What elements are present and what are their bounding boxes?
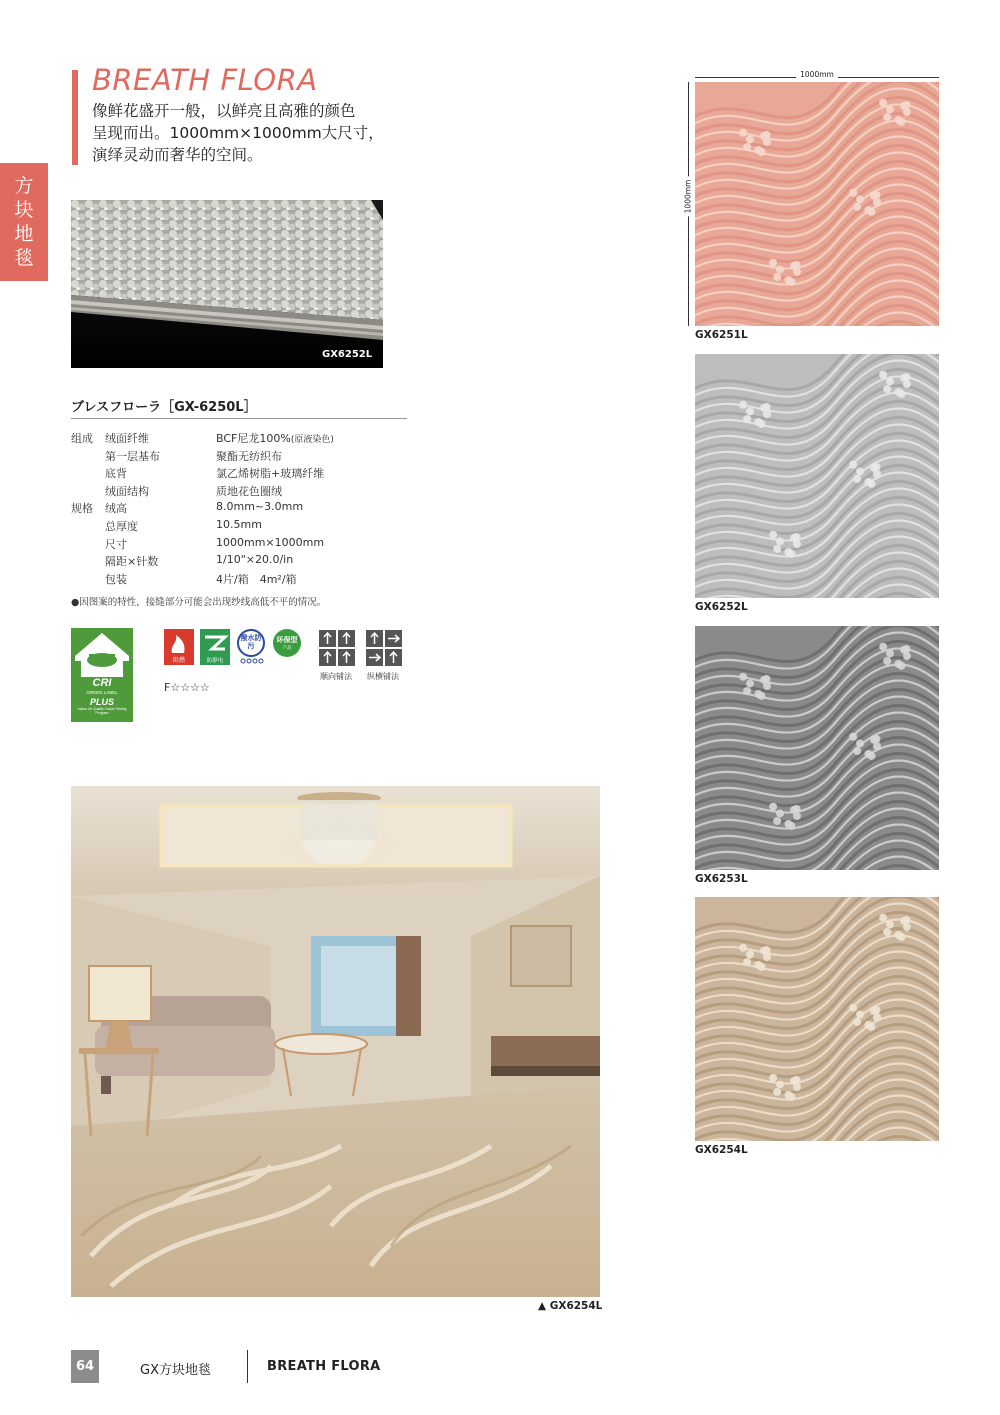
swatch-gx6252l [695, 354, 939, 598]
spec-value [216, 500, 303, 513]
spec-row [71, 483, 411, 501]
parallel-laying-icon [319, 630, 355, 666]
spec-value [216, 430, 334, 446]
spec-value [216, 571, 297, 587]
side-tab-char: 方 [14, 175, 34, 197]
intro-line: 演绎灵动而奢华的空间。 [92, 146, 263, 164]
cri-text: CRI [92, 677, 112, 689]
cri-green-label-logo [71, 628, 133, 722]
cri-green-label-text: GREEN LABEL [86, 690, 118, 695]
spec-note: ●因图案的特性，接缝部分可能会出现纱线高低不平的情况。 [71, 597, 327, 608]
side-tab-char: 毯 [14, 247, 34, 269]
spec-label: 绒高 [105, 502, 127, 516]
intro-line: 呈现而出。1000mm×1000mm大尺寸， [92, 124, 384, 142]
spec-value [216, 483, 282, 499]
spec-title: ブレスフローラ［GX-6250L］ [71, 400, 257, 415]
spec-value [216, 465, 324, 481]
spec-value [216, 553, 293, 566]
cri-sub-text: Indoor Air Quality Carpet Testing Program [77, 707, 127, 715]
spec-label: 底背 [105, 467, 127, 481]
spec-row [71, 571, 411, 589]
carpet-closeup-photo [71, 200, 383, 368]
spec-row [71, 536, 411, 554]
badge-label: 阻燃 [172, 657, 186, 664]
spec-row [71, 518, 411, 536]
spec-label: 尺寸 [105, 537, 127, 551]
spec-value-text: 氯乙烯树脂+玻璃纤维 [216, 467, 325, 481]
badge-sublabel: 产品 [282, 646, 292, 651]
spec-value [216, 536, 324, 549]
width-dimension [695, 70, 939, 82]
spec-value-text: 质地花色圈绒 [216, 484, 282, 498]
parallel-laying-caption: 顺向铺法 [320, 672, 352, 681]
room-photo-caption: ▲ GX6254L [538, 1300, 603, 1312]
badge-label: 撥水防污 [240, 634, 262, 650]
swatch-code: GX6253L [695, 873, 748, 885]
spec-value [216, 448, 282, 464]
checkerboard-laying-caption: 纵横铺法 [367, 672, 399, 681]
water-repellent-icon [236, 628, 266, 664]
swatch-code: GX6252L [695, 601, 748, 613]
width-dimension-label: 1000mm [796, 70, 838, 79]
swatch-gx6251l [695, 82, 939, 326]
tv-cabinet [491, 1036, 600, 1076]
title-accent-bar [72, 70, 78, 165]
checkerboard-laying-icon [366, 630, 402, 666]
spec-value-text: 聚酯无纺织布 [216, 449, 282, 463]
intro-line: 像鲜花盛开一般，以鲜亮且高雅的颜色 [92, 102, 356, 120]
spec-value-text: 4片/箱 4m²/箱 [216, 572, 297, 586]
spec-label: 第一层基布 [105, 449, 160, 463]
footer-series: BREATH FLORA [267, 1359, 381, 1374]
badge-label: 环保型 [276, 636, 298, 644]
antistatic-icon [200, 629, 230, 665]
spec-label: 隔距×针数 [105, 555, 159, 569]
spec-value [216, 518, 262, 531]
spec-label: 绒面结构 [105, 484, 149, 498]
side-tab-char: 块 [14, 199, 34, 221]
intro-paragraph [92, 100, 412, 166]
swatch-code: GX6254L [695, 1144, 748, 1156]
spec-value-text: 1/10"×20.0/in [216, 553, 294, 567]
spec-divider [71, 418, 407, 419]
height-dimension [682, 82, 694, 326]
spec-value-text: 10.5mm [216, 517, 262, 531]
spec-row [71, 448, 411, 466]
flame-retardant-icon [164, 629, 194, 665]
spec-row [71, 553, 411, 571]
footer-category: GX方块地毯 [140, 1363, 211, 1378]
badge-label: 防静电 [206, 658, 224, 664]
spec-row [71, 430, 411, 448]
spec-label: 绒面纤维 [105, 432, 149, 445]
height-dimension-label: 1000mm [683, 177, 692, 217]
spec-group: 组成 [71, 432, 93, 445]
closeup-code-label: GX6252L [322, 349, 373, 360]
spec-row [71, 500, 411, 518]
spec-value-text: 8.0mm~3.0mm [216, 500, 304, 514]
swatch-code: GX6251L [695, 329, 748, 341]
spec-label: 总厚度 [105, 519, 138, 533]
page-title: BREATH FLORA [92, 63, 318, 97]
spec-row [71, 465, 411, 483]
spec-table [71, 430, 411, 588]
swatch-gx6253l [695, 626, 939, 870]
side-category-tab [0, 163, 48, 281]
formaldehyde-rating: F☆☆☆☆ [164, 681, 210, 694]
spec-group: 规格 [71, 502, 93, 516]
room-interior-photo [71, 786, 600, 1297]
eco-product-icon [272, 628, 302, 658]
page-number: 64 [71, 1350, 99, 1383]
swatch-gx6254l [695, 897, 939, 1141]
side-tab-char: 地 [14, 223, 34, 245]
spec-value-text: BCF尼龙100% [216, 432, 291, 445]
footer-divider [247, 1350, 248, 1383]
spec-label: 包装 [105, 572, 127, 586]
cri-plus-text: PLUS [89, 697, 115, 707]
spec-value-note: (原液染色) [290, 435, 334, 445]
spec-value-text: 1000mm×1000mm [216, 535, 325, 549]
